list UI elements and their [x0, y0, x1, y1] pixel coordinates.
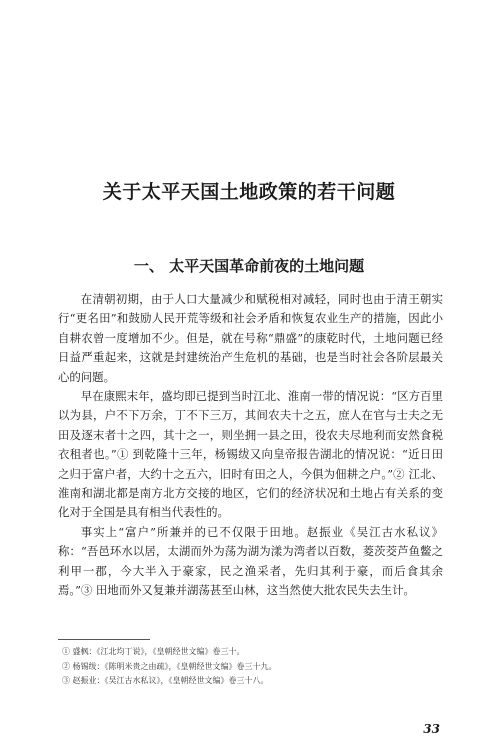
paragraph-3: 事实上“富户”所兼并的已不仅限于田地。赵振业《吴江古水私议》称：“吾邑环水以居，太湖而外为荡为湖为漾为湾者以百数，菱茨茭芦鱼鳖之利甲一郡，今大半入于豪家，民之渔采者，先归其利于豪，而后食其余焉。”③ 田地而外又复兼并湖荡甚至山林，这当然使大批农民失去生计。 — [58, 524, 443, 598]
paragraph-1: 在清朝初期，由于人口大量减少和赋税相对减轻，同时也由于清王朝实行“更名田”和鼓励人民开荒等级和社会矛盾和恢复农业生产的措施，因此小自耕农曾一度增加不少。但是，就在号称“鼎盛”的康乾时代，土地问题已经日益严重起来，这就是封建统治产生危机的基础，也是当时社会各阶层最关心的问题。 — [58, 292, 443, 384]
footnotes — [62, 645, 442, 689]
paragraph-2: 早在康熙末年，盛均即已提到当时江北、淮南一带的情况说：“区方百里以为县，户不下万余，丁不下三万，其间农夫十之五，庶人在官与士夫之无田及逐末者十之四，其十之一，则坐拥一县之田，役农夫尽地利而安然食税衣租者也。”① 到乾隆十三年，杨锡绂又向皇帝报告湖北的情况说：“近日田之归于富户者，大约十之五六，旧时有田之人，今俱为佃耕之户。”② 江北、淮南和湖北都是南方北方交接的地区，它们的经济状况和土地占有关系的变化对于全国是具有相当代表性的。 — [58, 389, 443, 520]
page-number: 33 — [423, 722, 440, 736]
body-text — [58, 290, 443, 601]
footnote-divider — [58, 639, 150, 640]
footnote-2: ② 杨锡绂：《陈明米贵之由疏》，《皇朝经世文编》卷三十九。 — [62, 661, 277, 671]
chapter-title: 关于太平天国土地政策的若干问题 — [102, 181, 396, 203]
footnote-3: ③ 赵振业：《吴江古水私议》，《皇朝经世文编》卷三十八。 — [62, 676, 269, 685]
section-heading: 一、 太平天国革命前夜的土地问题 — [133, 257, 365, 275]
footnote-1: ① 盛枫：《江北均丁说》，《皇朝经世文编》卷三十。 — [62, 647, 245, 656]
